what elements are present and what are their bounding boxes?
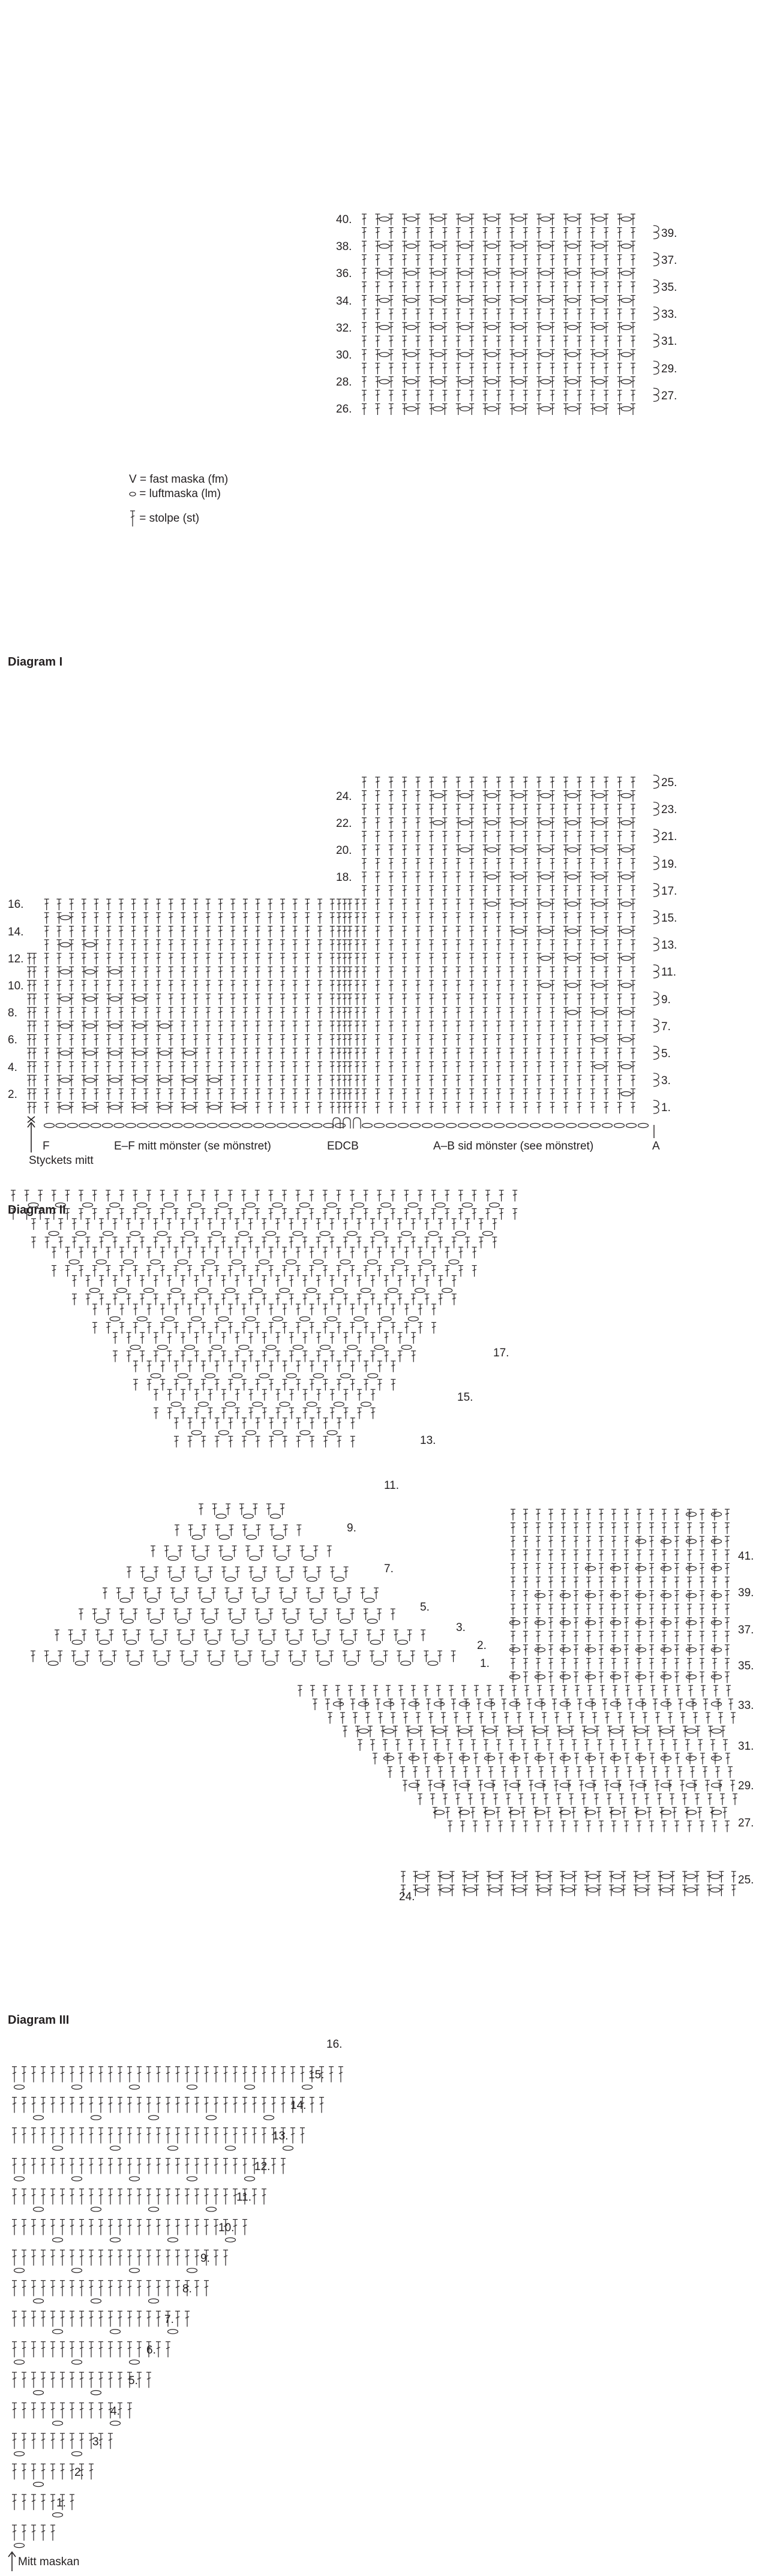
- legend-fast-maska-text: = fast maska (fm): [139, 473, 229, 486]
- legend-stolpe-text: = stolpe (st): [139, 512, 200, 525]
- legend-luftmaska-text: = luftmaska (lm): [139, 487, 221, 500]
- diagram-1-title: Diagram I: [8, 655, 63, 669]
- fast-maska-symbol-icon: V: [129, 473, 137, 486]
